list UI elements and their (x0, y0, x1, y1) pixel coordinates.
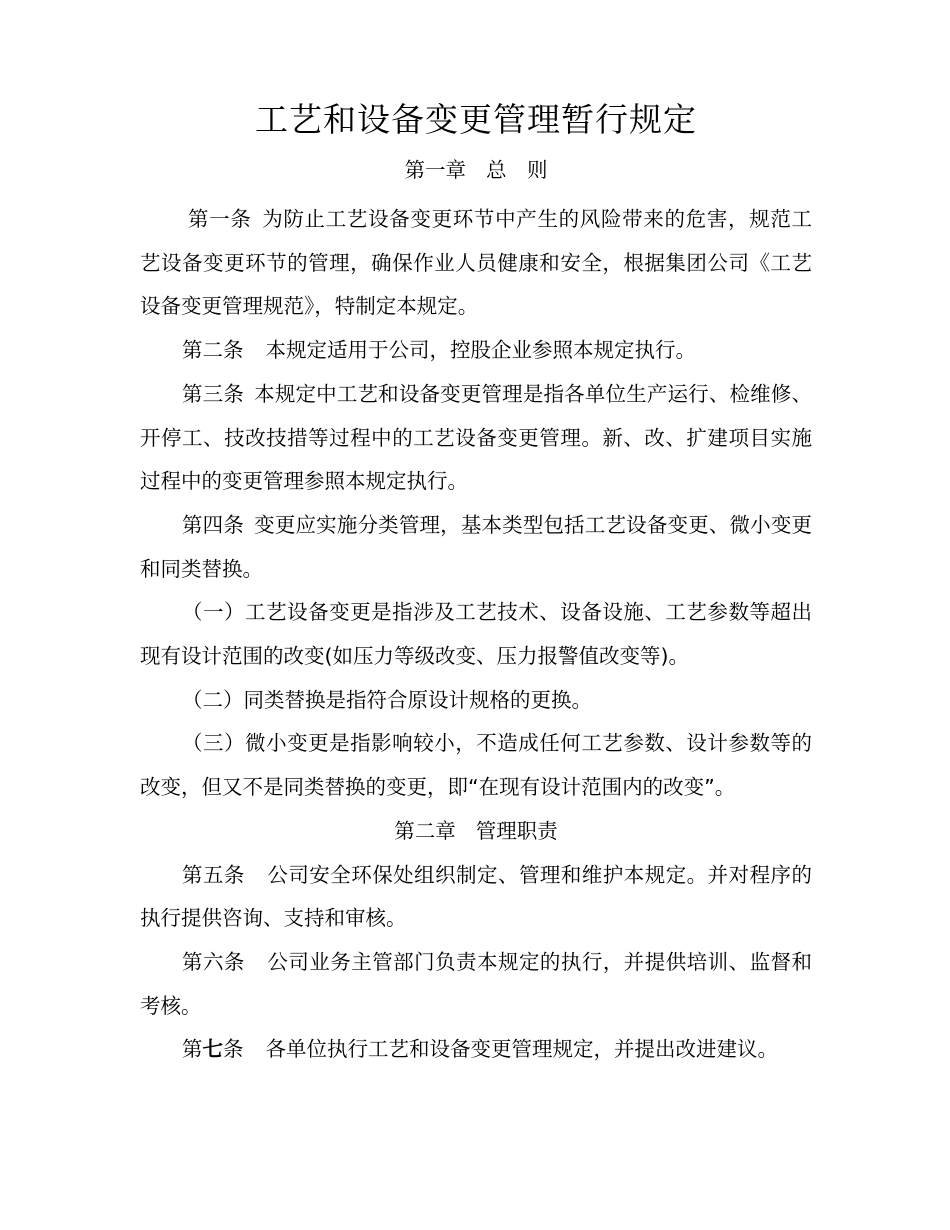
article-7-number-bold: 七 (202, 1037, 223, 1062)
article-3 (140, 373, 812, 504)
article-3-number: 第三条 (182, 381, 244, 406)
article-6-text: 公司业务主管部门负责本规定的执行，并提供培训、监督和考核。 (140, 949, 813, 1018)
article-5-text: 公司安全环保处组织制定、管理和维护本规定。并对程序的执行提供咨询、支持和审核。 (140, 862, 813, 931)
article-4-number: 第四条 (182, 512, 244, 537)
article-2-number: 第二条 (182, 338, 244, 363)
article-1-number: 第一条 (188, 207, 252, 231)
article-2 (140, 329, 812, 373)
article-7 (140, 1028, 812, 1072)
article-1-text: 为防止工艺设备变更环节中产生的风险带来的危害，规范工艺设备变更环节的管理，确保作业人员健康和安全，根据集团公司《工艺设备变更管理规范》，特制定本规定。 (140, 207, 813, 319)
article-4 (140, 504, 812, 591)
document-page (140, 96, 812, 1072)
article-7-suffix: 条 (223, 1037, 244, 1062)
document-title: 工艺和设备变更管理暂行规定 (255, 100, 697, 139)
article-5 (140, 854, 812, 941)
article-2-text: 本规定适用于公司，控股企业参照本规定执行。 (265, 338, 696, 363)
chapter-1-heading (140, 156, 812, 184)
article-4-item-3: （三）微小变更是指影响较小，不造成任何工艺参数、设计参数等的改变，但又不是同类替换的变更，即“在现有设计范围内的改变”。 (140, 731, 812, 800)
chapter-2-heading (140, 810, 812, 854)
article-4-text: 变更应实施分类管理，基本类型包括工艺设备变更、微小变更和同类替换。 (140, 512, 812, 581)
article-6 (140, 941, 812, 1028)
chapter-2-label: 第二章 (394, 818, 456, 843)
article-6-number: 第六条 (182, 949, 245, 974)
article-1 (140, 198, 812, 329)
article-7-prefix: 第 (182, 1037, 203, 1062)
article-7-text: 各单位执行工艺和设备变更管理规定，并提出改进建议。 (265, 1037, 778, 1062)
article-4-item-1: （一）工艺设备变更是指涉及工艺技术、设备设施、工艺参数等超出现有设计范围的改变(如压力等级改变、压力报警值改变等)。 (140, 600, 812, 669)
chapter-1-label: 第一章 (404, 158, 466, 182)
chapter-2-name: 管理职责 (475, 818, 558, 843)
chapter-1-name: 总 则 (486, 158, 548, 182)
article-3-text: 本规定中工艺和设备变更管理是指各单位生产运行、检维修、开停工、技改技措等过程中的工艺设备变更管理。新、改、扩建项目实施过程中的变更管理参照本规定执行。 (140, 381, 812, 494)
article-5-number: 第五条 (182, 862, 245, 887)
article-4-item-2: （二）同类替换是指符合原设计规格的更换。 (182, 687, 592, 712)
